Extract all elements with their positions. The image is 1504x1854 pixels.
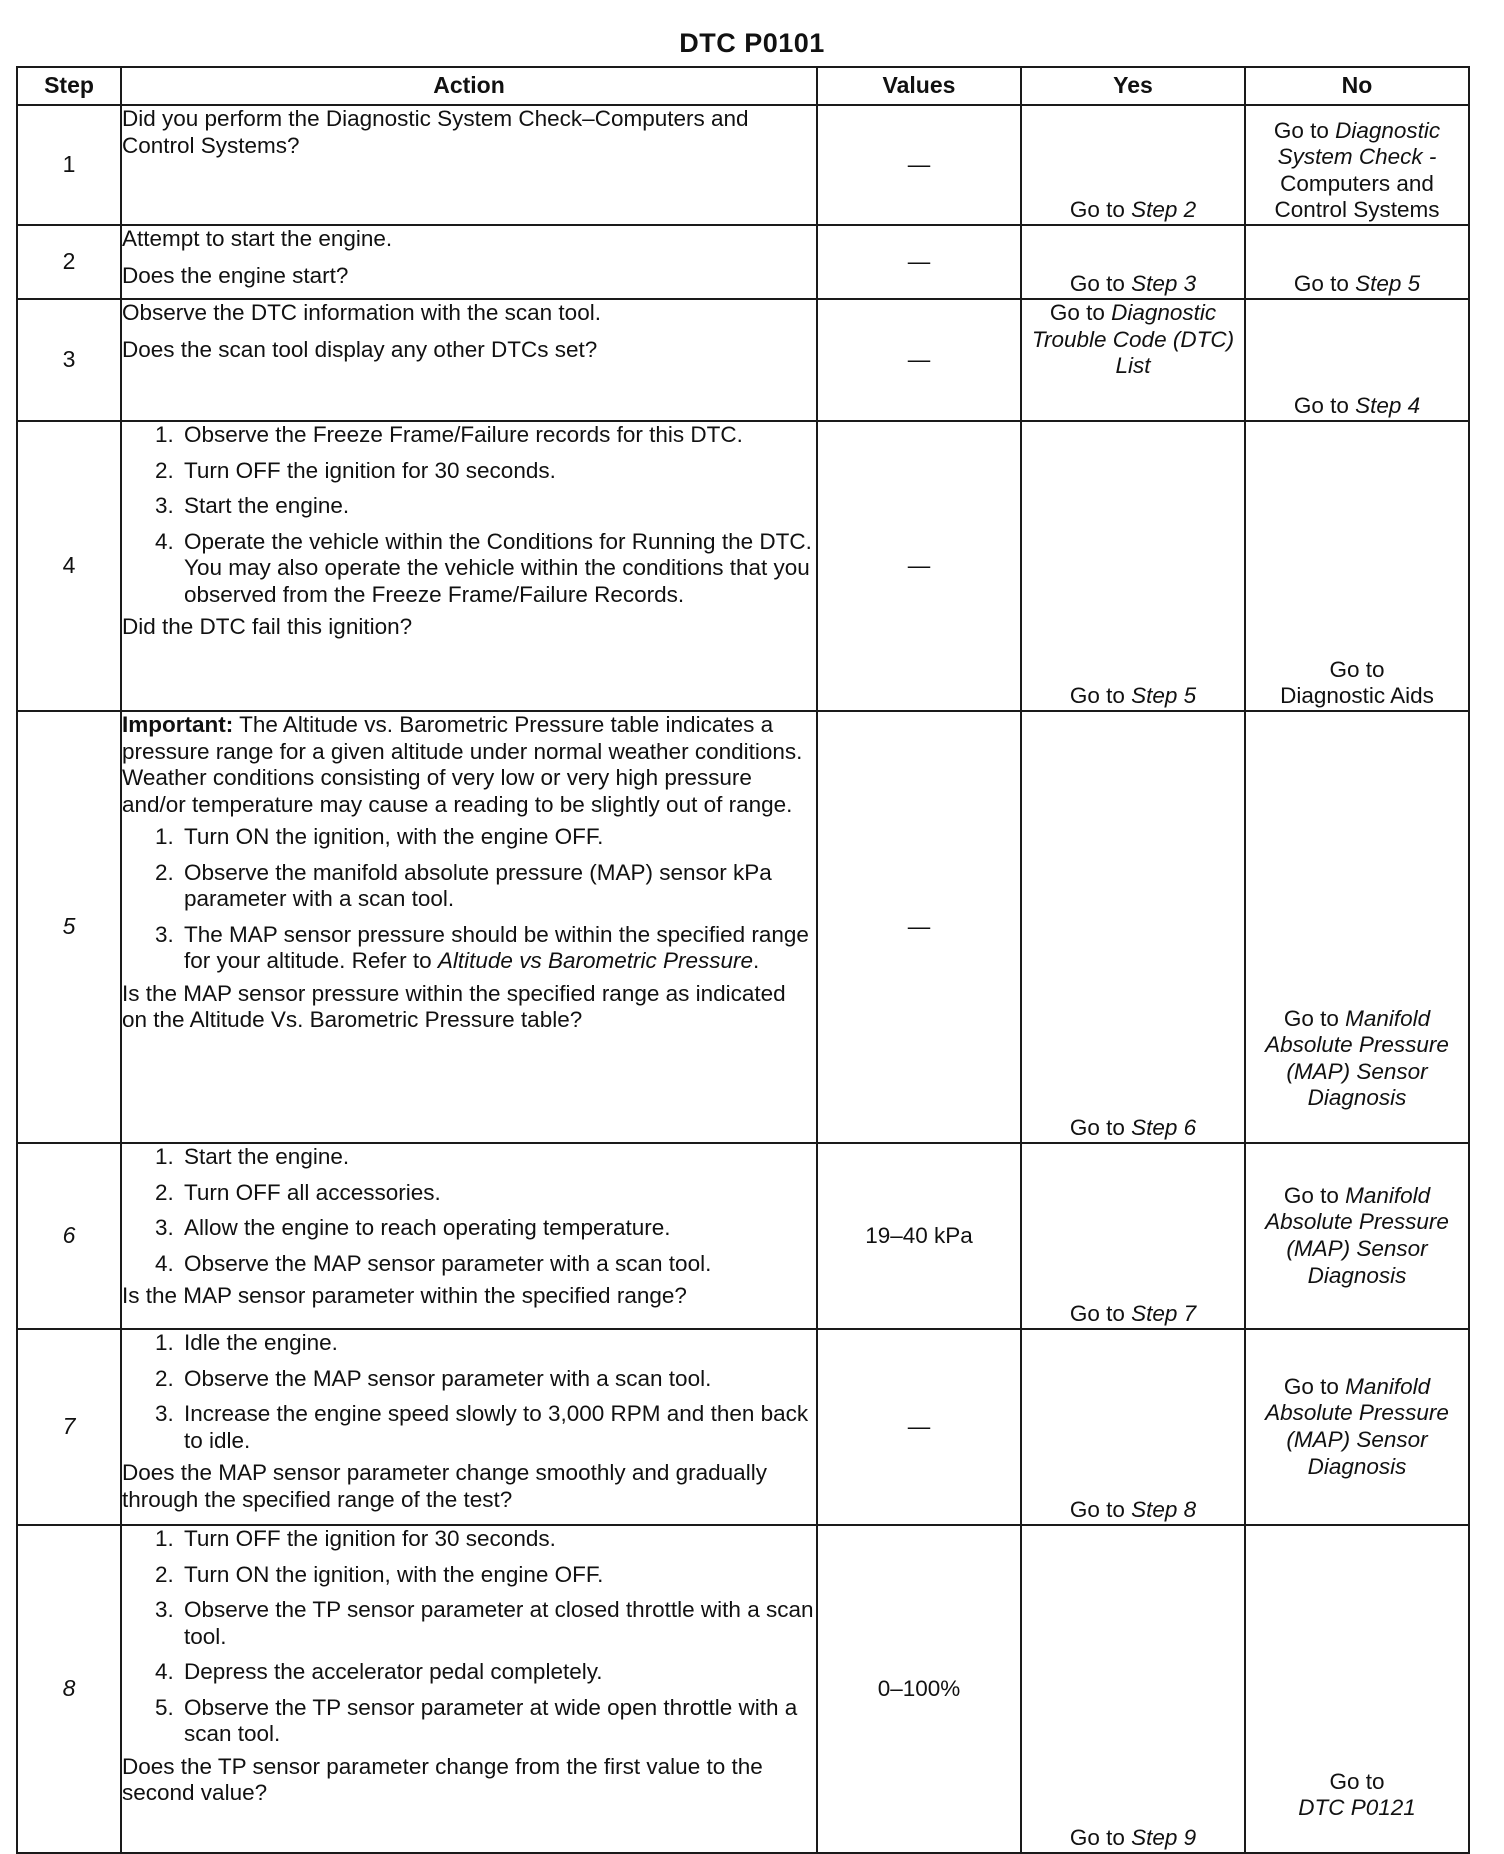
action-step: 2. Observe the MAP sensor parameter with a scan tool. bbox=[180, 1366, 816, 1393]
important-text: The Altitude vs. Barometric Pressure table indicates a pressure range for a given altitude under normal weather conditions. Weather conditions consisting of very low or very high pressure and/or temperature may cause a reading to be slightly out of range. bbox=[122, 712, 803, 817]
values-cell: — bbox=[817, 299, 1021, 421]
action-step: 4. Operate the vehicle within the Conditions for Running the DTC. You may also operate the vehicle within the conditions that you observed from the Freeze Frame/Failure Records. bbox=[180, 529, 816, 609]
action-step: 1. Turn OFF the ignition for 30 seconds. bbox=[180, 1526, 816, 1553]
action-steps bbox=[122, 824, 816, 975]
no-cell bbox=[1245, 105, 1469, 225]
no-link[interactable]: Manifold Absolute Pressure (MAP) Sensor Diagnosis bbox=[1265, 1005, 1449, 1111]
action-step: 1. Idle the engine. bbox=[180, 1330, 816, 1357]
yes-link[interactable]: Step 2 bbox=[1131, 197, 1197, 223]
yes-link[interactable]: Diagnostic Trouble Code (DTC) List bbox=[1031, 300, 1235, 379]
action-step: 3. Start the engine. bbox=[180, 493, 816, 520]
yes-prefix: Go to bbox=[1069, 1825, 1125, 1851]
page-title: DTC P0101 bbox=[679, 28, 825, 58]
yes-cell bbox=[1021, 1329, 1245, 1525]
action-cell bbox=[121, 1143, 817, 1329]
action-step: 1. Turn ON the ignition, with the engine OFF. bbox=[180, 824, 816, 851]
no-prefix: Go to bbox=[1329, 1768, 1385, 1794]
header-values: Values bbox=[817, 67, 1021, 105]
action-question: Does the TP sensor parameter change from the first value to the second value? bbox=[122, 1753, 763, 1806]
important-label: Important: bbox=[122, 712, 234, 737]
header-yes: Yes bbox=[1021, 67, 1245, 105]
no-prefix: Go to bbox=[1293, 393, 1349, 419]
no-cell bbox=[1245, 421, 1469, 711]
action-step-period: . bbox=[753, 948, 760, 974]
yes-link[interactable]: Step 9 bbox=[1131, 1825, 1197, 1851]
action-step: 1. Start the engine. bbox=[180, 1144, 816, 1171]
action-cell bbox=[121, 225, 817, 299]
no-link[interactable]: Step 4 bbox=[1355, 393, 1421, 419]
table-row bbox=[17, 105, 1469, 225]
yes-prefix: Go to bbox=[1069, 197, 1125, 223]
yes-prefix: Go to bbox=[1069, 1115, 1125, 1141]
no-link[interactable]: Manifold Absolute Pressure (MAP) Sensor Diagnosis bbox=[1265, 1373, 1449, 1479]
action-step: 3. Allow the engine to reach operating temperature. bbox=[180, 1215, 816, 1242]
table-row bbox=[17, 1329, 1469, 1525]
action-steps bbox=[122, 422, 816, 608]
no-link[interactable]: Manifold Absolute Pressure (MAP) Sensor Diagnosis bbox=[1265, 1182, 1449, 1288]
action-step-text: The MAP sensor pressure should be within the specified range for your altitude. Refer to bbox=[184, 921, 809, 974]
action-step bbox=[180, 922, 816, 975]
action-step: 2. Turn OFF all accessories. bbox=[180, 1180, 816, 1207]
no-link[interactable]: DTC P0121 bbox=[1298, 1795, 1416, 1821]
yes-prefix: Go to bbox=[1069, 1497, 1125, 1523]
values-cell: 19–40 kPa bbox=[817, 1143, 1021, 1329]
table-row bbox=[17, 299, 1469, 421]
action-step: 2. Turn ON the ignition, with the engine OFF. bbox=[180, 1562, 816, 1589]
no-link[interactable]: Diagnostic System Check - bbox=[1277, 117, 1441, 170]
important-note bbox=[122, 712, 816, 818]
values-cell: — bbox=[817, 225, 1021, 299]
action-question: Did you perform the Diagnostic System Check–Computers and Control Systems? bbox=[122, 106, 749, 158]
altitude-table-link[interactable]: Altitude vs Barometric Pressure bbox=[437, 948, 754, 974]
action-step: 4. Depress the accelerator pedal completely. bbox=[180, 1659, 816, 1686]
diagnostic-table bbox=[16, 66, 1470, 1854]
no-prefix: Go to bbox=[1283, 1373, 1339, 1399]
action-cell bbox=[121, 1329, 817, 1525]
action-steps bbox=[122, 1330, 816, 1454]
values-cell: — bbox=[817, 1329, 1021, 1525]
action-steps bbox=[122, 1526, 816, 1748]
header-step: Step bbox=[17, 67, 121, 105]
action-step: 5. Observe the TP sensor parameter at wide open throttle with a scan tool. bbox=[180, 1695, 816, 1748]
action-question: Is the MAP sensor parameter within the specified range? bbox=[122, 1283, 687, 1309]
table-row bbox=[17, 421, 1469, 711]
step-number: 3 bbox=[17, 299, 121, 421]
yes-cell bbox=[1021, 1143, 1245, 1329]
no-cell bbox=[1245, 1329, 1469, 1525]
yes-cell bbox=[1021, 105, 1245, 225]
yes-cell bbox=[1021, 1525, 1245, 1853]
action-step: 3. Observe the TP sensor parameter at closed throttle with a scan tool. bbox=[180, 1597, 816, 1650]
table-row bbox=[17, 711, 1469, 1143]
values-cell: — bbox=[817, 421, 1021, 711]
no-cell bbox=[1245, 225, 1469, 299]
table-row bbox=[17, 1525, 1469, 1853]
no-prefix: Go to bbox=[1329, 656, 1385, 682]
header-no: No bbox=[1245, 67, 1469, 105]
action-step: 2. Observe the manifold absolute pressure (MAP) sensor kPa parameter with a scan tool. bbox=[180, 860, 816, 913]
action-step: 1. Observe the Freeze Frame/Failure records for this DTC. bbox=[180, 422, 816, 449]
no-cell bbox=[1245, 1525, 1469, 1853]
step-number: 5 bbox=[17, 711, 121, 1143]
table-row bbox=[17, 225, 1469, 299]
no-prefix: Go to bbox=[1283, 1182, 1339, 1208]
yes-prefix: Go to bbox=[1049, 300, 1105, 325]
action-question: Does the scan tool display any other DTCs set? bbox=[122, 336, 598, 362]
action-step: 2. Turn OFF the ignition for 30 seconds. bbox=[180, 458, 816, 485]
yes-cell bbox=[1021, 299, 1245, 421]
no-prefix: Go to bbox=[1273, 117, 1329, 143]
no-prefix: Go to bbox=[1293, 271, 1349, 297]
action-cell bbox=[121, 711, 817, 1143]
values-cell: 0–100% bbox=[817, 1525, 1021, 1853]
action-cell bbox=[121, 299, 817, 421]
action-question: Did the DTC fail this ignition? bbox=[122, 614, 413, 640]
yes-link[interactable]: Step 5 bbox=[1131, 683, 1197, 709]
step-number: 2 bbox=[17, 225, 121, 299]
no-cell bbox=[1245, 1143, 1469, 1329]
action-question: Is the MAP sensor pressure within the specified range as indicated on the Altitude Vs. Barometric Pressure table? bbox=[122, 980, 786, 1033]
no-cell bbox=[1245, 711, 1469, 1143]
yes-prefix: Go to bbox=[1069, 683, 1125, 709]
step-number: 8 bbox=[17, 1525, 121, 1853]
step-number: 7 bbox=[17, 1329, 121, 1525]
action-step: 3. Increase the engine speed slowly to 3,000 RPM and then back to idle. bbox=[180, 1401, 816, 1454]
values-cell: — bbox=[817, 105, 1021, 225]
action-question: Does the MAP sensor parameter change smoothly and gradually through the specified range of the test? bbox=[122, 1460, 767, 1512]
action-cell bbox=[121, 421, 817, 711]
action-cell bbox=[121, 1525, 817, 1853]
yes-cell bbox=[1021, 421, 1245, 711]
action-cell bbox=[121, 105, 817, 225]
no-prefix: Go to bbox=[1283, 1005, 1339, 1031]
table-row bbox=[17, 1143, 1469, 1329]
action-intro: Attempt to start the engine. bbox=[122, 226, 393, 251]
yes-link[interactable]: Step 3 bbox=[1131, 271, 1197, 297]
yes-link[interactable]: Step 8 bbox=[1131, 1497, 1197, 1523]
step-number: 1 bbox=[17, 105, 121, 225]
no-link[interactable]: Diagnostic Aids bbox=[1280, 683, 1434, 709]
no-link[interactable]: Step 5 bbox=[1355, 271, 1421, 297]
step-number: 6 bbox=[17, 1143, 121, 1329]
yes-link[interactable]: Step 7 bbox=[1131, 1301, 1197, 1327]
yes-link[interactable]: Step 6 bbox=[1131, 1115, 1197, 1141]
action-intro: Observe the DTC information with the scan tool. bbox=[122, 300, 601, 325]
step-number: 4 bbox=[17, 421, 121, 711]
yes-prefix: Go to bbox=[1069, 271, 1125, 297]
yes-cell bbox=[1021, 225, 1245, 299]
action-question: Does the engine start? bbox=[122, 262, 349, 288]
no-link-rest[interactable]: Computers and Control Systems bbox=[1274, 170, 1440, 223]
action-step: 4. Observe the MAP sensor parameter with a scan tool. bbox=[180, 1251, 816, 1278]
no-cell bbox=[1245, 299, 1469, 421]
yes-prefix: Go to bbox=[1069, 1301, 1125, 1327]
yes-cell bbox=[1021, 711, 1245, 1143]
header-action: Action bbox=[121, 67, 817, 105]
header-row bbox=[17, 67, 1469, 105]
action-steps bbox=[122, 1144, 816, 1277]
values-cell: — bbox=[817, 711, 1021, 1143]
